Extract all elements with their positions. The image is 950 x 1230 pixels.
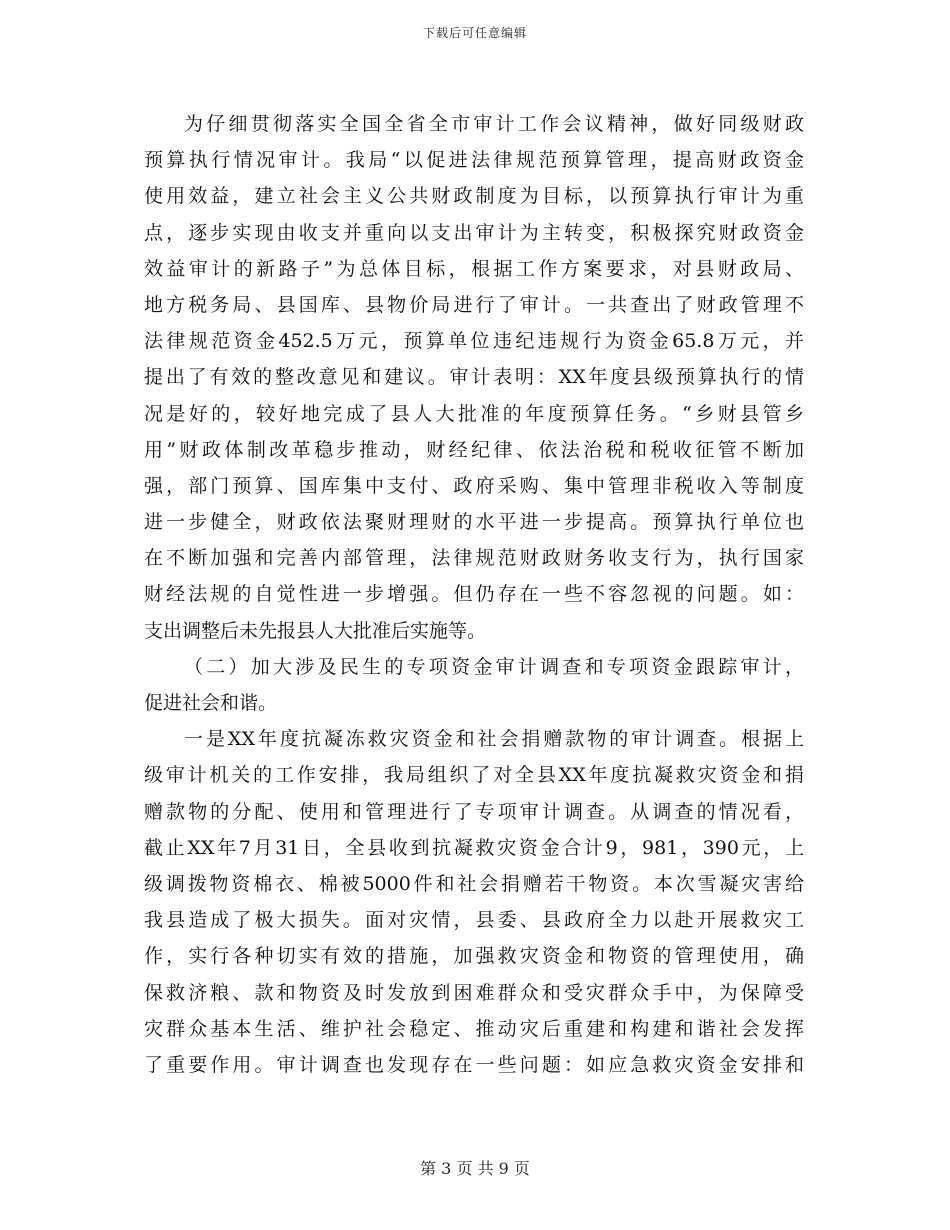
text-line: （二）加大涉及民生的专项资金审计调查和专项资金跟踪审计， — [184, 655, 804, 678]
text-line: 级审计机关的工作安排，我局组织了对全县XX年度抗凝救灾资金和捐 — [144, 764, 804, 787]
text-line: 支出调整后未先报县人大批准后实施等。 — [144, 619, 487, 642]
text-line: 保救济粮、款和物资及时发放到困难群众和受灾群众手中，为保障受 — [144, 981, 804, 1004]
text-line: 灾群众基本生活、维护社会稳定、推动灾后重建和构建和谐社会发挥 — [144, 1017, 804, 1040]
text-line: 一是XX年度抗凝冻救灾资金和社会捐赠款物的审计调查。根据上 — [184, 728, 804, 751]
text-line: 地方税务局、县国库、县物价局进行了审计。一共查出了财政管理不 — [144, 293, 804, 316]
text-line: 强，部门预算、国库集中支付、政府采购、集中管理非税收入等制度 — [144, 474, 804, 497]
paragraph — [144, 721, 804, 1083]
text-line: 截止XX年7月31日，全县收到抗凝救灾资金合计9，981，390元，上 — [144, 836, 804, 859]
paragraph — [144, 106, 804, 649]
text-line: 作，实行各种切实有效的措施，加强救灾资金和物资的管理使用，确 — [144, 945, 804, 968]
text-line: 用”财政体制改革稳步推动，财经纪律、依法治税和税收征管不断加 — [144, 438, 804, 461]
text-line: 我县造成了极大损失。面对灾情，县委、县政府全力以赴开展救灾工 — [144, 909, 804, 932]
text-line: 了重要作用。审计调查也发现存在一些问题：如应急救灾资金安排和 — [144, 1053, 804, 1076]
paragraph-section-heading — [144, 649, 804, 721]
text-line: 提出了有效的整改意见和建议。审计表明：XX年度县级预算执行的情 — [144, 366, 804, 389]
page-number-footer: 第 3 页 共 9 页 — [420, 1159, 530, 1178]
text-line: 赠款物的分配、使用和管理进行了专项审计调查。从调查的情况看， — [144, 800, 804, 823]
text-line: 在不断加强和完善内部管理，法律规范财政财务收支行为，执行国家 — [144, 547, 804, 570]
text-line: 促进社会和谐。 — [144, 692, 278, 714]
text-line: 为仔细贯彻落实全国全省全市审计工作会议精神，做好同级财政 — [184, 113, 804, 135]
text-line: 效益审计的新路子”为总体目标，根据工作方案要求，对县财政局、 — [144, 257, 804, 280]
page-header-note: 下载后可任意编辑 — [422, 26, 527, 40]
text-line: 使用效益，建立社会主义公共财政制度为目标，以预算执行审计为重 — [144, 185, 804, 208]
text-line: 进一步健全，财政依法聚财理财的水平进一步提高。预算执行单位也 — [144, 511, 804, 534]
text-line: 法律规范资金452.5万元，预算单位违纪违规行为资金65.8万元，并 — [144, 330, 804, 353]
text-line: 况是好的，较好地完成了县人大批准的年度预算任务。“乡财县管乡 — [144, 402, 804, 425]
text-line: 点，逐步实现由收支并重向以支出审计为主转变，积极探究财政资金 — [144, 221, 804, 244]
document-body — [144, 106, 804, 1083]
text-line: 级调拨物资棉衣、棉被5000件和社会捐赠若干物资。本次雪凝灾害给 — [144, 872, 804, 895]
text-line: 预算执行情况审计。我局“以促进法律规范预算管理，提高财政资金 — [144, 149, 804, 172]
text-line: 财经法规的自觉性进一步增强。但仍存在一些不容忽视的问题。如： — [144, 583, 804, 606]
